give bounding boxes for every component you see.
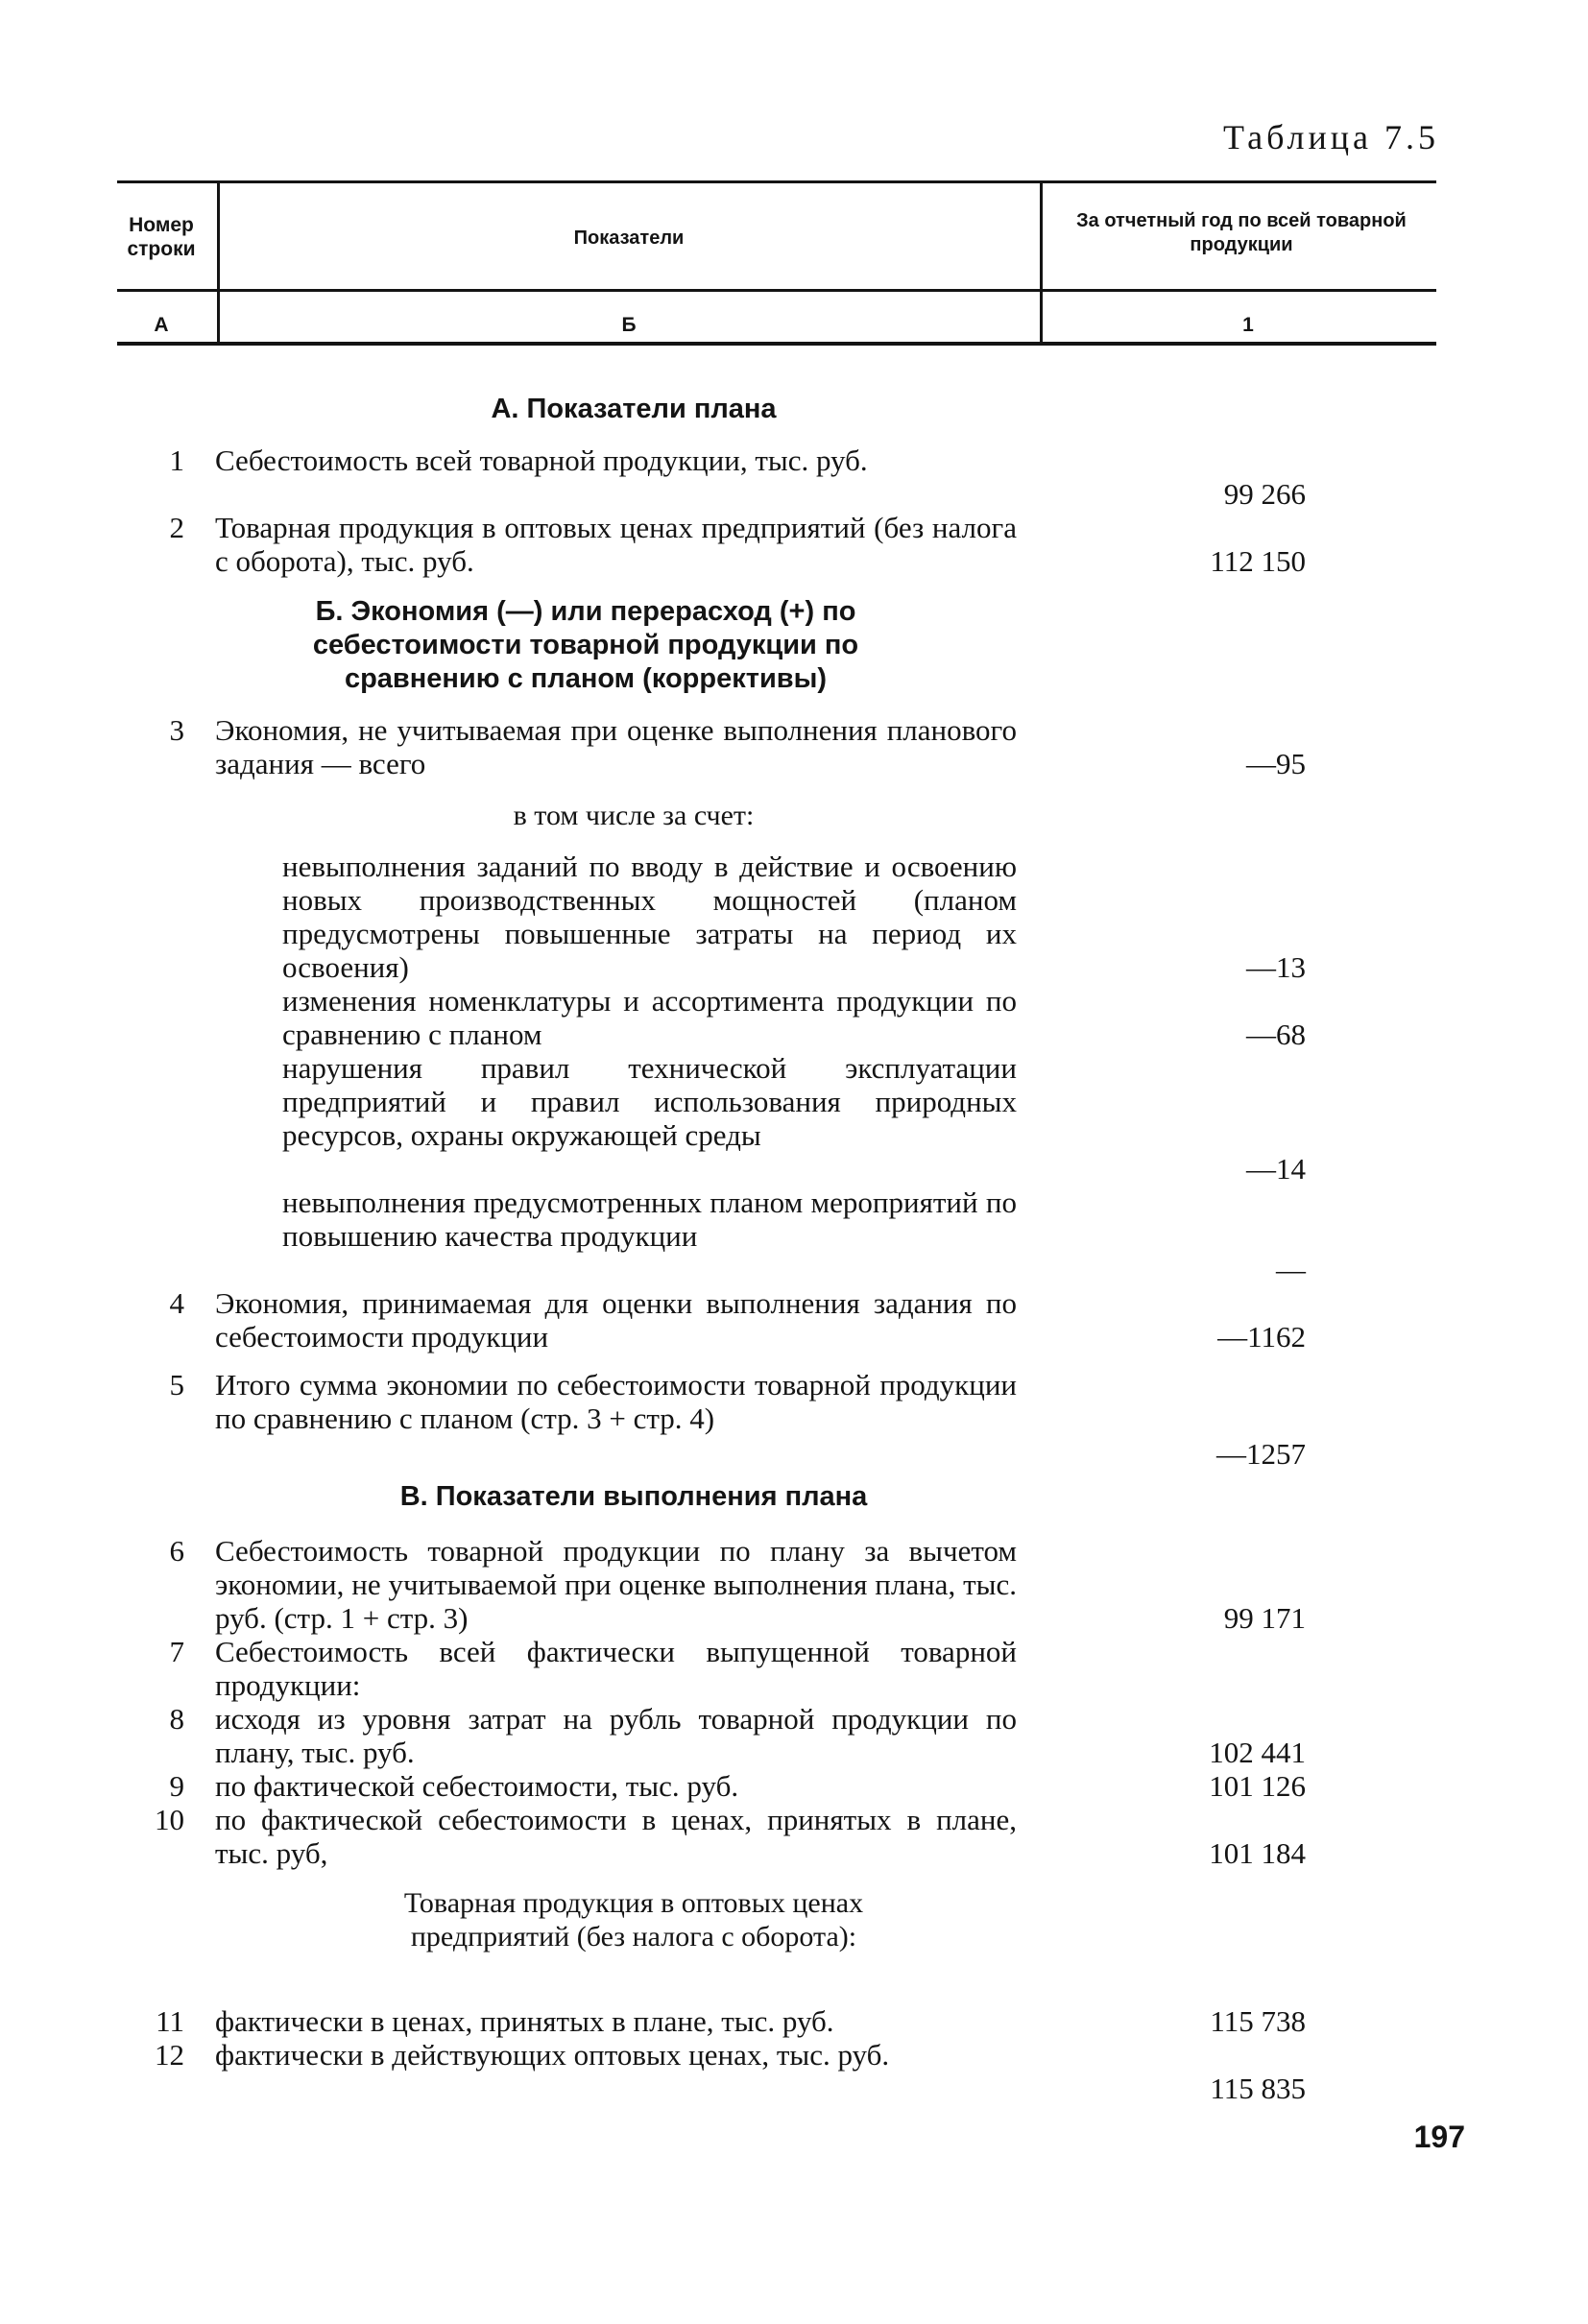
row-3-value: —95 — [1246, 747, 1306, 780]
header-bottom-rule — [117, 289, 1436, 292]
row-12-value: 115 835 — [1210, 2072, 1306, 2105]
row-10-value: 101 184 — [1209, 1836, 1306, 1870]
section-c-heading: В. Показатели выполнения плана — [399, 1481, 868, 1512]
row-9-number: 9 — [169, 1769, 184, 1803]
row-1-value: 99 266 — [1223, 477, 1306, 511]
row-12-text: фактически в действующих оптовых ценах, тыс. руб. — [215, 2038, 890, 2072]
row-3-text: Экономия, не учитываемая при оценке выполнения планового задания — всего — [215, 713, 1017, 780]
section-a-heading: А. Показатели плана — [491, 394, 777, 424]
row-5-number: 5 — [169, 1368, 184, 1402]
row-11-text: фактически в ценах, принятых в плане, тыс. руб. — [215, 2004, 834, 2038]
row-11-number: 11 — [156, 2004, 184, 2038]
row-1-text: Себестоимость всей товарной продукции, тыс. руб. — [215, 443, 868, 477]
row-6-number: 6 — [169, 1534, 184, 1568]
row-4-value: —1162 — [1217, 1320, 1306, 1354]
subheader-col-a: А — [154, 314, 169, 336]
row-6-text: Себестоимость товарной продукции по плану за вычетом экономии, не учитываемой при оценке выполнения плана, тыс. руб. (стр. 1 + стр. 3) — [215, 1534, 1017, 1635]
row-9-text: по фактической себестоимости, тыс. руб. — [215, 1769, 739, 1803]
subheading-in-that-number: в том числе за счет: — [513, 800, 755, 831]
subheading-commodity-output: Товарная продукция в оптовых ценах предприятий (без налога с оборота): — [403, 1887, 864, 1953]
row-8-text: исходя из уровня затрат на рубль товарной продукции по плану, тыс. руб. — [215, 1702, 1017, 1769]
row-4-number: 4 — [169, 1286, 184, 1320]
header-col-b: Показатели — [573, 228, 685, 249]
section-b-heading: Б. Экономия (—) или перерасход (+) по себестоимости товарной продукции по сравнению с планом (коррективы) — [312, 596, 859, 694]
row-5-value: —1257 — [1216, 1437, 1306, 1471]
row-3d-value: — — [1276, 1253, 1306, 1286]
row-2-number: 2 — [169, 511, 184, 544]
row-3a-value: —13 — [1246, 950, 1306, 984]
header-col-a: Номер строки — [127, 214, 196, 260]
table-title: Таблица 7.5 — [1223, 118, 1439, 156]
header-col-1: За отчетный год по всей товарной продукции — [1076, 210, 1407, 255]
header-divider-left — [217, 182, 220, 344]
row-1-number: 1 — [169, 443, 184, 477]
table-top-rule — [117, 180, 1436, 183]
header-divider-right — [1040, 182, 1043, 344]
row-8-number: 8 — [169, 1702, 184, 1736]
row-7-text: Себестоимость всей фактически выпущенной товарной продукции: — [215, 1635, 1017, 1702]
subheader-col-b: Б — [621, 314, 637, 336]
row-10-text: по фактической себестоимости в ценах, принятых в плане, тыс. руб, — [215, 1803, 1017, 1870]
row-4-text: Экономия, принимаемая для оценки выполнения задания по себестоимости продукции — [215, 1286, 1017, 1354]
row-3-number: 3 — [169, 713, 184, 747]
row-3d-text: невыполнения предусмотренных планом мероприятий по повышению качества продукции — [282, 1186, 1017, 1253]
row-11-value: 115 738 — [1210, 2004, 1306, 2038]
subheader-col-1: 1 — [1242, 314, 1254, 336]
row-2-value: 112 150 — [1210, 544, 1306, 578]
row-6-value: 99 171 — [1223, 1601, 1306, 1635]
row-7-number: 7 — [169, 1635, 184, 1668]
row-5-text: Итого сумма экономии по себестоимости товарной продукции по сравнению с планом (стр. 3 + стр. 4) — [215, 1368, 1017, 1435]
page-number: 197 — [1413, 2120, 1465, 2154]
row-3a-text: невыполнения заданий по вводу в действие и освоению новых производственных мощностей (планом предусмотрены повышенные затраты на период их освоения) — [282, 850, 1017, 984]
subheader-bottom-rule — [117, 342, 1436, 346]
row-9-value: 101 126 — [1209, 1769, 1306, 1803]
row-3b-value: —68 — [1246, 1018, 1306, 1051]
row-3c-value: —14 — [1246, 1152, 1306, 1186]
row-3c-text: нарушения правил технической эксплуатации предприятий и правил использования природных ресурсов, охраны окружающей среды — [282, 1051, 1017, 1152]
row-10-number: 10 — [155, 1803, 184, 1836]
row-2-text: Товарная продукция в оптовых ценах предприятий (без налога с оборота), тыс. руб. — [215, 511, 1017, 578]
row-8-value: 102 441 — [1209, 1736, 1306, 1769]
row-3b-text: изменения номенклатуры и ассортимента продукции по сравнению с планом — [282, 984, 1017, 1051]
row-12-number: 12 — [155, 2038, 184, 2072]
